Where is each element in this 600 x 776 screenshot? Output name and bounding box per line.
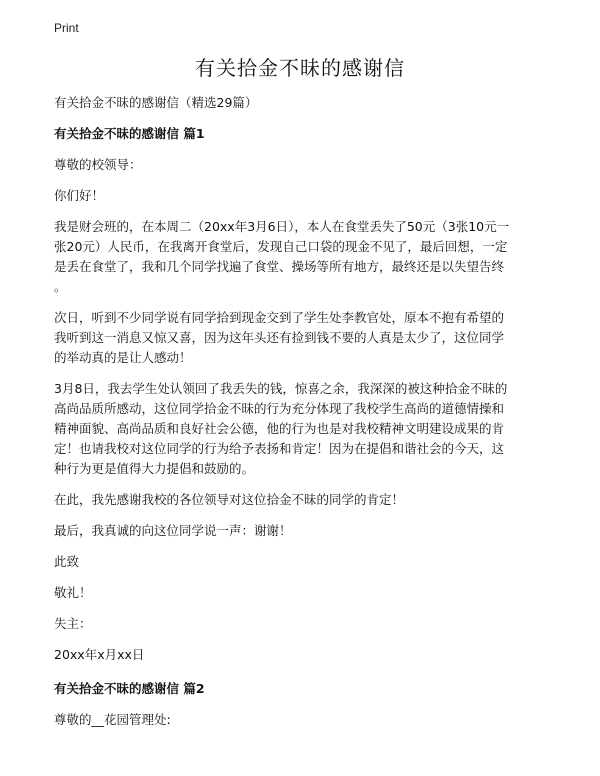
paragraph-line: 的举动真的是让人感动！	[54, 350, 192, 365]
paragraph-line: 我是财会班的，在本周二（20xx年3月6日），本人在食堂丢失了50元（3张10元一	[54, 219, 510, 234]
paragraph-4: 在此，我先感谢我校的各位领导对这位拾金不昧的同学的肯定！	[54, 492, 405, 507]
salutation-2: 尊敬的__花园管理处:	[54, 712, 171, 727]
closing-line-2: 敬礼！	[54, 585, 92, 600]
paragraph-line: 次日，听到不少同学说有同学拾到现金交到了学生处李教官处，原本不抱有希望的	[54, 310, 505, 325]
paragraph-line: 定！也请我校对这位同学的行为给予表扬和肯定！因为在提倡和谐社会的今天，这	[54, 441, 505, 456]
section-heading-1: 有关拾金不昧的感谢信 篇1	[54, 126, 205, 141]
print-label[interactable]: Print	[54, 21, 79, 35]
paragraph-2	[54, 308, 554, 368]
paragraph-line: 张20元）人民币，在我离开食堂后，发现自己口袋的现金不见了，最后回想，一定	[54, 239, 508, 254]
paragraph-3	[54, 379, 554, 479]
section-heading-2: 有关拾金不昧的感谢信 篇2	[54, 681, 205, 696]
date-line: 20xx年x月xx日	[54, 647, 145, 662]
salutation: 尊敬的校领导：	[54, 157, 142, 172]
paragraph-line: 高尚品质所感动，这位同学拾金不昧的行为充分体现了我校学生高尚的道德情操和	[54, 401, 505, 416]
closing-line-1: 此致	[54, 554, 80, 569]
document-body	[54, 93, 554, 730]
paragraph-line: 3月8日，我去学生处认领回了我丢失的钱，惊喜之余，我深深的被这种拾金不昧的	[54, 381, 508, 396]
paragraph-line: 是丢在食堂了，我和几个同学找遍了食堂、操场等所有地方，最终还是以失望告终	[54, 259, 505, 274]
document-subtitle: 有关拾金不昧的感谢信（精选29篇）	[54, 95, 258, 110]
paragraph-line: 。	[54, 279, 67, 294]
paragraph-5: 最后，我真诚的向这位同学说一声：谢谢！	[54, 523, 292, 538]
paragraph-line: 我听到这一消息又惊又喜，因为这年头还有捡到钱不要的人真是太少了，这位同学	[54, 330, 505, 345]
page-title: 有关拾金不昧的感谢信	[195, 56, 405, 80]
paragraph-line: 种行为更是值得大力提倡和鼓励的。	[54, 461, 255, 476]
greeting: 你们好！	[54, 188, 105, 203]
paragraph-1	[54, 217, 554, 297]
signature-line: 失主：	[54, 616, 92, 631]
paragraph-line: 精神面貌、高尚品质和良好社会公德，他的行为也是对我校精神文明建设成果的肯	[54, 421, 505, 436]
